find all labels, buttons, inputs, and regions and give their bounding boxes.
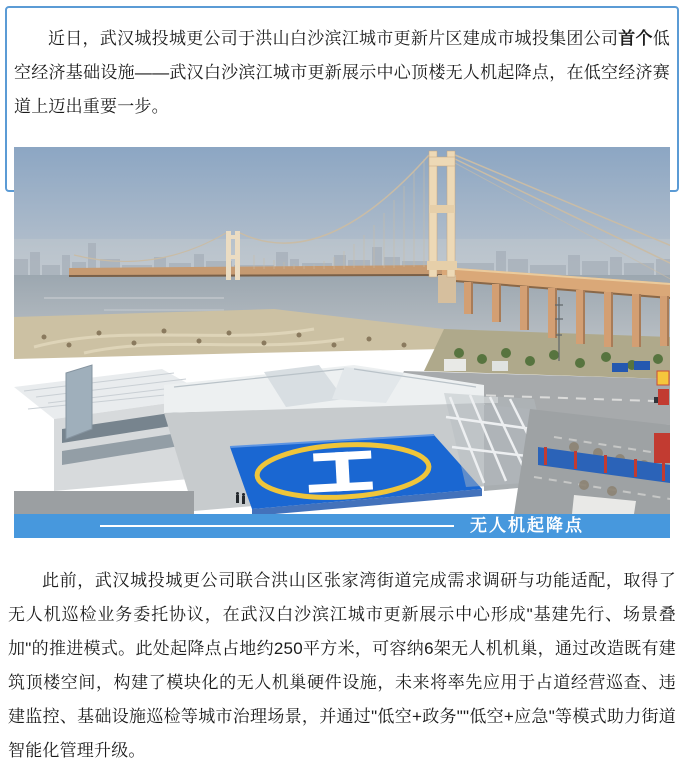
intro-paragraph (14, 22, 670, 124)
photo-caption-bar (14, 514, 670, 538)
intro-text-end: 低空经济基础设施——武汉白沙滨江城市更新展示中心顶楼无人机起降点，在低空经济赛道上迈出重要一步。 (14, 29, 670, 116)
intro-text-bold: 首个 (618, 29, 653, 48)
right-street-zone (514, 409, 670, 514)
photo-caption-text: 无人机起降点 (470, 516, 584, 535)
rooftop-helipad (230, 435, 482, 514)
detail-paragraph: 此前，武汉城投城更公司联合洪山区张家湾街道完成需求调研与功能适配，取得了无人机巡检业务委托协议，在武汉白沙滨江城市更新展示中心形成"基建先行、场景叠加"的推进模式。此处起降点占地约250平方米，可容纳6架无人机机巢，通过改造既有建筑顶楼空间，构建了模块化的无人机巢硬件设施，未来将率先应用于占道经营巡查、违建监控、基础设施巡检等城市治理场景，并通过"低空+政务""低空+应急"等模式助力街道智能化管理升级。 (8, 571, 676, 760)
caption-divider-line (100, 525, 454, 527)
article-photo[interactable] (14, 147, 670, 538)
aerial-photo-scene (14, 147, 670, 514)
intro-text-start: 近日，武汉城投城更公司于洪山白沙滨江城市更新片区建成市城投集团公司 (48, 29, 619, 48)
